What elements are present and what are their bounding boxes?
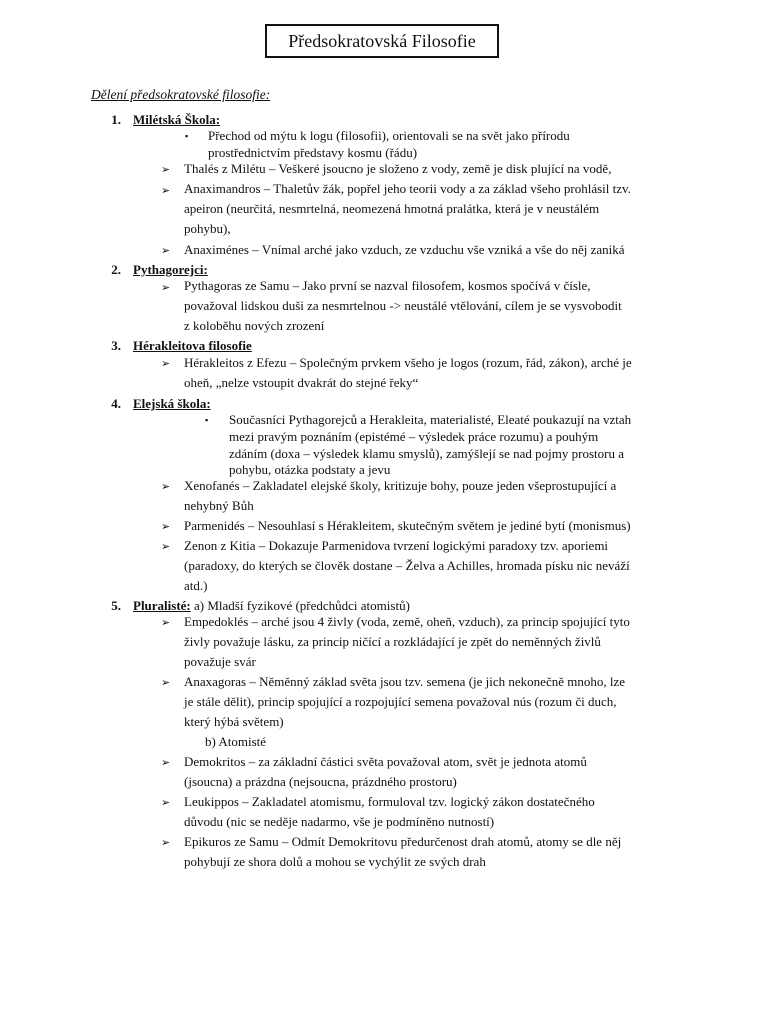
item-line: který hýbá světem) bbox=[184, 714, 284, 729]
section-number: 1. bbox=[111, 112, 121, 127]
subheading: b) Atomisté bbox=[205, 734, 267, 749]
item-line: (paradoxy, do kterých se člověk dostane – Želva a Achilles, hromada písku nic neváží bbox=[184, 558, 630, 573]
item-line: je stále dělit), princip spojující a rozpojující semena považoval nús (rozum či duch, bbox=[184, 694, 617, 709]
note-line: zdáním (doxa – výsledek klamu smyslů), zamýšlejí se nad pojmy prostoru a bbox=[229, 446, 624, 461]
item-line: (jsoucna) a prázdna (nejsoucna, prázdného prostoru) bbox=[184, 774, 457, 789]
section-heading: Pythagorejci: bbox=[133, 262, 208, 277]
item-line: apeiron (neurčitá, nesmrtelná, neomezená hmotná pralátka, která je v neustálém bbox=[184, 201, 600, 216]
section-heading-tail: a) Mladší fyzikové (předchůdci atomistů) bbox=[190, 598, 410, 613]
arrow-bullet-icon: ➢ bbox=[161, 797, 171, 809]
section-number: 5. bbox=[111, 598, 121, 613]
section-heading: Hérakleitova filosofie bbox=[133, 338, 252, 353]
subtitle: Dělení předsokratovské filosofie: bbox=[91, 87, 271, 102]
arrow-bullet-icon: ➢ bbox=[161, 185, 171, 197]
arrow-bullet-icon: ➢ bbox=[161, 837, 171, 849]
arrow-bullet-icon: ➢ bbox=[161, 521, 171, 533]
section-number: 3. bbox=[111, 338, 121, 353]
section-heading-row bbox=[133, 598, 410, 614]
item-line: považuje svár bbox=[184, 654, 256, 669]
item-line: Anaximénes – Vnímal arché jako vzduch, ze vzduchu vše vzniká a vše do něj zaniká bbox=[184, 242, 625, 257]
square-bullet-icon: ▪ bbox=[185, 131, 189, 141]
item-line: Anaxagoras – Něměnný základ světa jsou tzv. semena (je jich nekonečně mnoho, lze bbox=[184, 674, 625, 689]
arrow-bullet-icon: ➢ bbox=[161, 541, 171, 553]
item-line: pohybují ze shora dolů a mohou se vychýlit ze svých drah bbox=[184, 854, 486, 869]
arrow-bullet-icon: ➢ bbox=[161, 677, 171, 689]
arrow-bullet-icon: ➢ bbox=[161, 164, 171, 176]
section-number: 2. bbox=[111, 262, 121, 277]
item-line: Hérakleitos z Efezu – Společným prvkem všeho je logos (rozum, řád, zákon), arché je bbox=[184, 355, 632, 370]
section-heading: Milétská Škola: bbox=[133, 112, 221, 127]
item-line: Thalés z Milétu – Veškeré jsoucno je složeno z vody, země je disk plující na vodě, bbox=[184, 161, 612, 176]
item-line: pohybu), bbox=[184, 221, 231, 236]
arrow-bullet-icon: ➢ bbox=[161, 245, 171, 257]
arrow-bullet-icon: ➢ bbox=[161, 617, 171, 629]
item-line: Leukippos – Zakladatel atomismu, formuloval tzv. logický zákon dostatečného bbox=[184, 794, 595, 809]
item-line: Xenofanés – Zakladatel elejské školy, kritizuje bohy, pouze jeden všeprostupující a bbox=[184, 478, 617, 493]
item-line: Zenon z Kitia – Dokazuje Parmenidova tvrzení logickými paradoxy tzv. aporiemi bbox=[184, 538, 609, 553]
item-line: považoval lidskou duši za nesmrtelnou -> neustálé vtělování, cílem je se vysvobodit bbox=[184, 298, 622, 313]
item-line: z koloběhu nových zrození bbox=[184, 318, 325, 333]
item-line: Parmenidés – Nesouhlasí s Hérakleitem, skutečným světem je jediné bytí (monismus) bbox=[184, 518, 631, 533]
note-line: mezi pravým poznáním (epistémé – výsledek práce rozumu) a pouhým bbox=[229, 429, 599, 444]
arrow-bullet-icon: ➢ bbox=[161, 757, 171, 769]
arrow-bullet-icon: ➢ bbox=[161, 358, 171, 370]
item-line: Epikuros ze Samu – Odmít Demokritovu předurčenost drah atomů, atomy se dle něj bbox=[184, 834, 622, 849]
arrow-bullet-icon: ➢ bbox=[161, 481, 171, 493]
item-line: živly považuje lásku, za princip ničící a rozkládající je zpět do neměnných živlů bbox=[184, 634, 601, 649]
document-title: Předsokratovská Filosofie bbox=[265, 24, 499, 58]
item-line: Empedoklés – arché jsou 4 živly (voda, země, oheň, vzduch), za princip spojující tyto bbox=[184, 614, 630, 629]
square-bullet-icon: ▪ bbox=[205, 415, 209, 425]
item-line: atd.) bbox=[184, 578, 208, 593]
item-line: nehybný Bůh bbox=[184, 498, 254, 513]
item-line: oheň, „nelze vstoupit dvakrát do stejné řeky“ bbox=[184, 375, 419, 390]
section-number: 4. bbox=[111, 396, 121, 411]
note-line: prostřednictvím představy kosmu (řádu) bbox=[208, 145, 418, 160]
section-heading: Elejská škola: bbox=[133, 396, 211, 411]
note-line: Současníci Pythagorejců a Herakleita, materialisté, Eleaté poukazují na vztah bbox=[229, 412, 632, 427]
item-line: Demokritos – za základní částici světa považoval atom, svět je jednota atomů bbox=[184, 754, 587, 769]
section-heading: Pluralisté: bbox=[133, 598, 191, 613]
item-line: důvodu (nic se neděje nadarmo, vše je podmíněno nutností) bbox=[184, 814, 495, 829]
note-line: pohybu, otázka podstaty a jevu bbox=[229, 462, 391, 477]
item-line: Anaximandros – Thaletův žák, popřel jeho teorii vody a za základ všeho prohlásil tzv. bbox=[184, 181, 631, 196]
note-line: Přechod od mýtu k logu (filosofii), orientovali se na svět jako přírodu bbox=[208, 128, 570, 143]
item-line: Pythagoras ze Samu – Jako první se nazval filosofem, kosmos spočívá v čísle, bbox=[184, 278, 591, 293]
arrow-bullet-icon: ➢ bbox=[161, 282, 171, 294]
